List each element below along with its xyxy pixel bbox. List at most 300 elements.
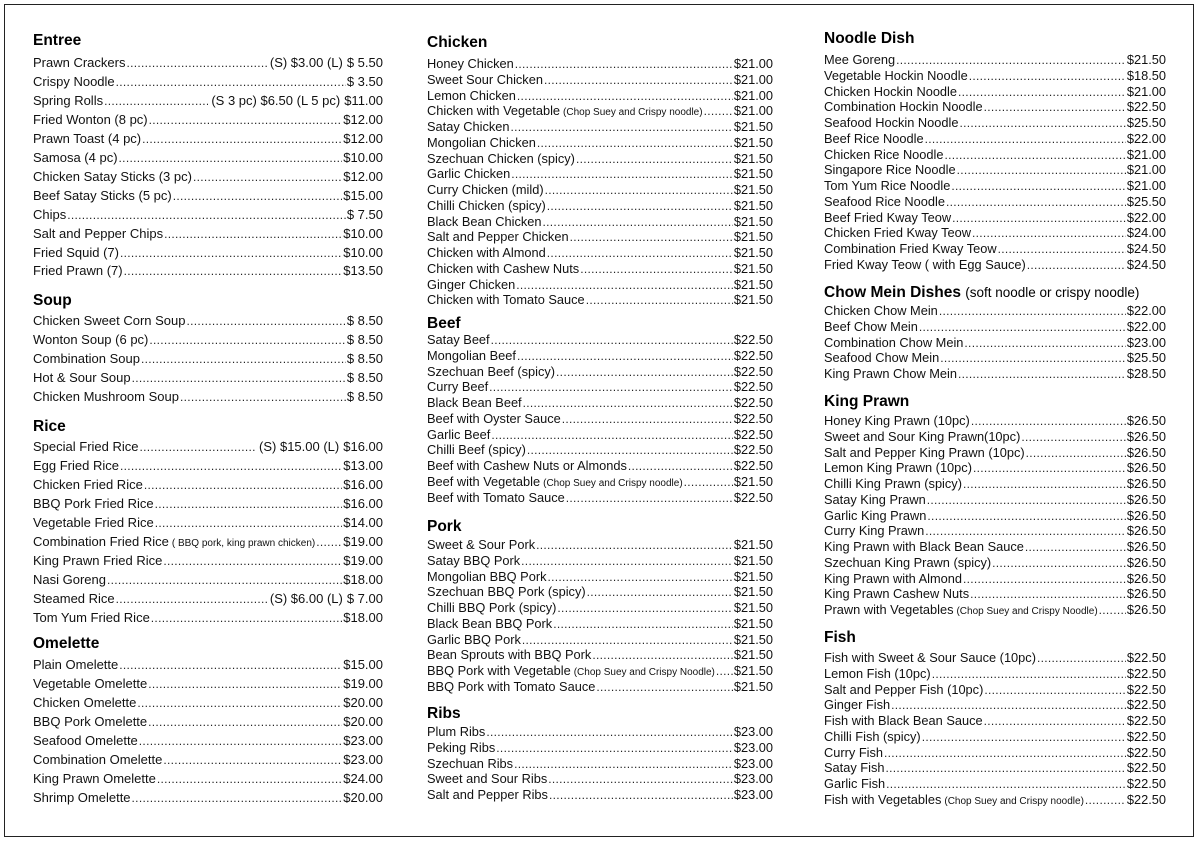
menu-item-price: $21.50 [733, 197, 773, 213]
menu-item-name: Combination Hockin Noodle [824, 99, 983, 115]
menu-item-note: (Chop Suey and Crispy noodle) [563, 107, 703, 119]
menu-item [824, 791, 1166, 807]
dot-leader [142, 133, 342, 143]
menu-item-name: Spring Rolls [33, 92, 104, 108]
menu-item [427, 363, 773, 379]
menu-item-name: Sweet Sour Chicken [427, 71, 543, 87]
menu-item-price: $26.50 [1126, 476, 1166, 491]
section-title-text: Pork [427, 518, 462, 535]
menu-item-price: $13.50 [343, 263, 383, 279]
menu-item [824, 570, 1166, 586]
dot-leader [140, 441, 257, 451]
dot-leader [557, 602, 732, 612]
menu-item-name: Beef Rice Noodle [824, 130, 924, 146]
dot-leader [186, 315, 345, 325]
menu-item-price: $22.50 [733, 426, 773, 442]
menu-item-name: Fried Squid (7) [33, 244, 119, 260]
menu-item [824, 193, 1166, 209]
menu-item-name: Satay Beef [427, 332, 490, 347]
dot-leader [173, 190, 343, 200]
menu-item [824, 146, 1166, 162]
menu-item-price: $22.50 [1126, 760, 1166, 776]
menu-item [824, 652, 1166, 665]
dot-leader [124, 265, 343, 275]
dot-leader [515, 58, 733, 68]
dot-leader [562, 413, 733, 423]
menu-item-price: $22.00 [1126, 303, 1166, 318]
menu-item-size-prices: (S) $15.00 (L) [259, 439, 340, 454]
section-title-beef [427, 315, 461, 333]
menu-item-price: $20.00 [343, 694, 383, 710]
menu-item-name: Combination Fried Kway Teow [824, 241, 997, 256]
menu-item-name: Seafood Rice Noodle [824, 193, 945, 209]
menu-item-price: $26.50 [1126, 523, 1166, 539]
menu-item-price: $22.50 [733, 363, 773, 379]
menu-item [824, 744, 1166, 760]
menu-item [33, 94, 383, 107]
dot-leader [958, 86, 1126, 96]
menu-item [33, 227, 383, 240]
menu-item-price: $15.00 [343, 657, 383, 672]
menu-item-price: $21.50 [733, 584, 773, 600]
menu-item-name: Fish with Vegetables [824, 791, 942, 807]
menu-item-price: $ 8.50 [346, 313, 383, 328]
menu-item-price: $25.50 [1126, 115, 1166, 130]
menu-item-name: Chicken Rice Noodle [824, 146, 944, 162]
menu-item-name: Beef with Oyster Sauce [427, 410, 561, 426]
section-title-chicken [427, 34, 487, 52]
menu-item-name: Chicken Satay Sticks (3 pc) [33, 168, 192, 184]
menu-item-price: $22.50 [733, 395, 773, 410]
menu-item [33, 658, 383, 671]
menu-item-name: Fish with Black Bean Sauce [824, 713, 983, 728]
section-title-noodle-dish [824, 30, 914, 48]
menu-item-name: King Prawn with Black Bean Sauce [824, 539, 1024, 554]
dot-leader [523, 397, 733, 407]
menu-item-name: Wonton Soup (6 pc) [33, 331, 149, 347]
dot-leader [141, 353, 346, 363]
menu-item-price: $22.00 [1126, 130, 1166, 146]
menu-item [427, 197, 773, 213]
menu-item [824, 334, 1166, 350]
menu-item-price: $26.50 [1126, 413, 1166, 428]
menu-item-name: Beef Chow Mein [824, 318, 918, 334]
dot-leader [922, 731, 1126, 741]
dot-leader [971, 415, 1126, 425]
menu-item [427, 649, 773, 662]
section-title-king-prawn [824, 393, 909, 411]
menu-item-price: $21.50 [733, 245, 773, 260]
dot-leader [556, 366, 733, 376]
menu-item-name: Mee Goreng [824, 52, 896, 67]
menu-item-name: Mongolian BBQ Pork [427, 568, 547, 584]
menu-item-name: Salt and Pepper Chicken [427, 229, 569, 245]
dot-leader [149, 334, 345, 344]
section-subtitle: (soft noodle or crispy noodle) [965, 285, 1140, 300]
menu-item-name: Curry King Prawn [824, 523, 925, 539]
dot-leader [925, 133, 1126, 143]
menu-item-price: $25.50 [1126, 350, 1166, 366]
menu-item-name: Prawn with Vegetables [824, 602, 954, 617]
menu-item-name: Peking Ribs [427, 739, 496, 755]
dot-leader [489, 381, 733, 391]
menu-item [427, 665, 773, 678]
menu-item-name: Ginger Fish [824, 697, 891, 713]
dot-leader [570, 231, 733, 241]
menu-item [33, 246, 383, 259]
dot-leader [963, 478, 1126, 488]
dot-leader [927, 494, 1126, 504]
dot-leader [120, 247, 342, 257]
section-title-soup [33, 292, 72, 310]
section-title-text: Entree [33, 32, 82, 49]
menu-item-name: Garlic King Prawn [824, 507, 927, 523]
menu-item-price: $26.50 [1126, 428, 1166, 444]
menu-item [427, 678, 773, 694]
menu-item-price: $21.50 [733, 134, 773, 150]
menu-item-name: Satay Chicken [427, 119, 510, 134]
menu-item [824, 588, 1166, 601]
dot-leader [919, 321, 1126, 331]
menu-item [33, 478, 383, 491]
menu-item-name: Curry Chicken (mild) [427, 182, 544, 197]
menu-item-price: $23.00 [733, 771, 773, 787]
menu-item-name: Prawn Toast (4 pc) [33, 130, 142, 146]
menu-item-name: King Prawn Fried Rice [33, 552, 163, 568]
menu-item [824, 525, 1166, 538]
menu-item [427, 552, 773, 568]
menu-item-name: Lemon King Prawn (10pc) [824, 460, 972, 476]
menu-item [824, 462, 1166, 475]
menu-item-price: $21.50 [733, 166, 773, 182]
menu-item-price: $22.00 [1126, 318, 1166, 334]
menu-item-name: Chicken with Cashew Nuts [427, 260, 580, 276]
menu-item-price: $21.50 [733, 473, 773, 489]
menu-item-name: Mongolian Chicken [427, 134, 536, 150]
menu-item-price: $21.50 [733, 678, 773, 694]
menu-item-price: $21.00 [1126, 162, 1166, 178]
dot-leader [566, 492, 733, 502]
section-title-omelette [33, 635, 99, 653]
menu-item-price: $22.50 [1126, 776, 1166, 791]
dot-leader [684, 476, 733, 486]
menu-item-name: Steamed Rice [33, 590, 115, 606]
dot-leader [998, 243, 1126, 253]
menu-item [33, 772, 383, 785]
dot-leader [537, 137, 733, 147]
menu-item-price: $26.50 [1126, 444, 1166, 460]
menu-item-price: $19.00 [343, 533, 383, 549]
menu-item-price: $22.50 [733, 332, 773, 347]
menu-item [33, 753, 383, 766]
menu-item-name: Combination Chow Mein [824, 334, 964, 350]
menu-item [824, 256, 1166, 272]
dot-leader [527, 444, 733, 454]
menu-item [427, 460, 773, 473]
menu-item-price: $16.00 [343, 439, 383, 454]
dot-leader [132, 372, 346, 382]
menu-item [824, 101, 1166, 114]
menu-item-name: Szechuan BBQ Pork (spicy) [427, 584, 586, 600]
section-title-text: Omelette [33, 635, 100, 652]
menu-item-price: $23.00 [733, 724, 773, 739]
dot-leader [1021, 431, 1126, 441]
menu-item-name: Singapore Rice Noodle [824, 162, 956, 178]
menu-item [427, 213, 773, 229]
menu-item-name: Chicken Mushroom Soup [33, 388, 179, 404]
menu-item-name: Szechuan Chicken (spicy) [427, 150, 575, 166]
menu-item [427, 58, 773, 71]
menu-item-price: $13.00 [343, 457, 383, 473]
menu-item [33, 592, 383, 605]
dot-leader [545, 184, 733, 194]
menu-item-note: ( BBQ pork, king prawn chicken) [171, 537, 316, 549]
dot-leader [536, 539, 733, 549]
menu-item-name: Szechuan Beef (spicy) [427, 363, 556, 379]
dot-leader [316, 536, 342, 546]
menu-item [824, 715, 1166, 728]
menu-item-name: Garlic Fish [824, 776, 886, 791]
dot-leader [163, 555, 342, 565]
menu-item-name: Sweet and Sour Ribs [427, 771, 548, 787]
menu-item [427, 473, 773, 489]
menu-item [427, 334, 773, 347]
section-title-text: Ribs [427, 705, 461, 722]
menu-item [824, 554, 1166, 570]
menu-item-name: Bean Sprouts with BBQ Pork [427, 647, 592, 663]
section-title-pork [427, 518, 461, 536]
menu-item-price: $22.50 [1126, 650, 1166, 665]
menu-item-price: $26.50 [1126, 507, 1166, 523]
menu-item-price: $23.00 [1126, 334, 1166, 350]
menu-item-name: Curry Fish [824, 744, 884, 760]
menu-item-name: BBQ Pork Omelette [33, 713, 148, 729]
menu-item [824, 428, 1166, 444]
section-title-ribs [427, 705, 461, 723]
menu-item-price: $23.00 [733, 787, 773, 802]
menu-item-price: $26.50 [1126, 602, 1166, 617]
section-title-text: Chow Mein Dishes [824, 284, 961, 301]
menu-item-price: $21.00 [733, 71, 773, 87]
menu-item [824, 478, 1166, 491]
menu-item-name: Beef with Vegetable [427, 473, 541, 489]
menu-item-price: $24.50 [1126, 241, 1166, 256]
menu-item-name: Seafood Hockin Noodle [824, 115, 959, 130]
menu-item-name: King Prawn Cashew Nuts [824, 586, 970, 602]
dot-leader [67, 209, 346, 219]
menu-item [824, 681, 1166, 697]
menu-item [824, 164, 1166, 177]
menu-item-price: $12.00 [343, 111, 383, 127]
menu-item-name: Plain Omelette [33, 657, 119, 672]
menu-item [824, 665, 1166, 681]
menu-item-price: $23.00 [343, 751, 383, 767]
menu-item [427, 71, 773, 87]
menu-item [33, 352, 383, 365]
dot-leader [116, 76, 346, 86]
dot-leader [548, 571, 733, 581]
menu-item-price: $10.00 [343, 225, 383, 241]
menu-item-name: Chilli Beef (spicy) [427, 442, 526, 458]
menu-item-name: Special Fried Rice [33, 439, 139, 454]
dot-leader [951, 180, 1125, 190]
menu-item [427, 444, 773, 457]
menu-item-name: Satay Fish [824, 760, 885, 776]
menu-item [33, 264, 383, 277]
menu-item-price: $ 5.50 [346, 55, 383, 70]
menu-item-name: Szechuan King Prawn (spicy) [824, 554, 992, 570]
menu-item-name: Sweet and Sour King Prawn(10pc) [824, 428, 1021, 444]
dot-leader [1037, 652, 1126, 662]
menu-item [427, 347, 773, 363]
menu-item-price: $23.00 [733, 755, 773, 771]
dot-leader [164, 228, 342, 238]
dot-leader [957, 164, 1126, 174]
menu-item-note: (Chop Suey and Crispy Noodle) [573, 667, 715, 678]
menu-item-name: Salt and Pepper Chips [33, 225, 164, 241]
menu-item [824, 699, 1166, 712]
menu-item-size-prices: (S) $6.00 (L) [269, 590, 343, 606]
menu-item [427, 489, 773, 505]
menu-item [427, 586, 773, 599]
menu-item [824, 117, 1166, 130]
menu-item [427, 184, 773, 197]
menu-item [427, 739, 773, 755]
menu-item [33, 573, 383, 586]
dot-leader [1026, 447, 1126, 457]
menu-item-price: $21.50 [733, 615, 773, 631]
menu-item-price: $26.50 [1126, 539, 1166, 554]
menu-item-price: $21.00 [1126, 83, 1166, 99]
menu-item-price: $19.00 [343, 552, 383, 568]
dot-leader [1027, 259, 1126, 269]
menu-item-price: $21.50 [733, 647, 773, 663]
menu-item-name: Egg Fried Rice [33, 457, 119, 473]
menu-item-name: Curry Beef [427, 379, 489, 395]
menu-item-name: Combination Soup [33, 350, 140, 366]
menu-item-price: $21.00 [733, 103, 773, 119]
menu-item-name: Fried Wonton (8 pc) [33, 111, 148, 127]
menu-item-name: Chicken Chow Mein [824, 303, 938, 318]
menu-item-price: $18.50 [1126, 67, 1166, 83]
menu-item-price: $21.50 [733, 292, 773, 308]
menu-item [824, 762, 1166, 775]
menu-item [33, 696, 383, 709]
menu-item-price: $22.50 [733, 410, 773, 426]
menu-item-price: $21.50 [1126, 52, 1166, 67]
menu-item-name: Chicken Sweet Corn Soup [33, 313, 186, 328]
dot-leader [543, 216, 733, 226]
dot-leader [521, 555, 733, 565]
menu-item [427, 602, 773, 615]
dot-leader [517, 90, 733, 100]
menu-item-note: (Chop Suey and Crispy Noodle) [956, 606, 1098, 617]
menu-item-name: Fried Prawn (7) [33, 263, 123, 279]
menu-item-name: Black Bean Chicken [427, 213, 542, 229]
menu-item [824, 491, 1166, 507]
menu-item [824, 130, 1166, 146]
dot-leader [517, 350, 733, 360]
menu-item [427, 87, 773, 103]
menu-item [824, 54, 1166, 67]
menu-item-price: $21.50 [733, 229, 773, 245]
menu-item-name: BBQ Pork Fried Rice [33, 495, 154, 511]
menu-item-name: Chips [33, 206, 67, 222]
menu-item-name: Fish with Sweet & Sour Sauce (10pc) [824, 650, 1036, 665]
dot-leader [704, 105, 733, 115]
menu-item-price: $26.50 [1126, 491, 1166, 507]
menu-item [824, 180, 1166, 193]
menu-item [33, 333, 383, 346]
menu-item-price: $ 7.50 [346, 206, 383, 222]
menu-item-price: $10.00 [343, 244, 383, 260]
menu-item [33, 459, 383, 472]
dot-leader [932, 668, 1126, 678]
menu-item [33, 314, 383, 327]
menu-item-price: $20.00 [343, 713, 383, 729]
menu-item [427, 726, 773, 739]
section-title-text: Fish [824, 629, 856, 646]
menu-item [33, 56, 383, 69]
dot-leader [116, 593, 267, 603]
section-title-text: Soup [33, 292, 72, 309]
menu-item [33, 715, 383, 728]
dot-leader [945, 149, 1126, 159]
dot-leader [491, 429, 733, 439]
dot-leader [885, 762, 1125, 772]
menu-item-name: Chilli King Prawn (spicy) [824, 476, 962, 491]
dot-leader [486, 726, 733, 736]
dot-leader [959, 117, 1125, 127]
menu-item-name: Garlic BBQ Pork [427, 631, 521, 647]
menu-item [427, 381, 773, 394]
dot-leader [628, 460, 733, 470]
menu-item-name: Satay BBQ Pork [427, 552, 521, 568]
menu-item-price: $10.00 [343, 149, 383, 165]
menu-item-name: Beef Satay Sticks (5 pc) [33, 187, 172, 203]
menu-item-name: Chicken Hockin Noodle [824, 83, 958, 99]
menu-item-name: Plum Ribs [427, 724, 486, 739]
dot-leader [1099, 604, 1126, 614]
section-title-text: Beef [427, 315, 461, 332]
menu-item-name: Nasi Goreng [33, 571, 106, 587]
dot-leader [891, 699, 1126, 709]
dot-leader [496, 742, 733, 752]
menu-item [33, 132, 383, 145]
menu-item [33, 497, 383, 510]
menu-item-size-prices: (S) $3.00 (L) [269, 55, 343, 70]
menu-item [824, 352, 1166, 365]
menu-item [33, 371, 383, 384]
menu-item-name: Lemon Fish (10pc) [824, 665, 931, 681]
menu-item-price: $26.50 [1126, 586, 1166, 602]
menu-item [427, 773, 773, 786]
menu-item-name: BBQ Pork with Vegetable [427, 663, 571, 678]
menu-item-name: King Prawn Chow Mein [824, 366, 958, 381]
dot-leader [120, 460, 342, 470]
dot-leader [963, 573, 1126, 583]
menu-item [427, 631, 773, 647]
menu-item [33, 208, 383, 221]
menu-item-price: $26.50 [1126, 554, 1166, 570]
menu-item-size-prices: (S 3 pc) $6.50 (L 5 pc) [211, 92, 341, 108]
section-title-fish [824, 629, 856, 647]
menu-item [33, 677, 383, 690]
menu-item [427, 789, 773, 802]
section-title-rice [33, 418, 66, 436]
menu-item-name: Satay King Prawn [824, 491, 926, 507]
menu-item-name: King Prawn with Almond [824, 570, 962, 586]
